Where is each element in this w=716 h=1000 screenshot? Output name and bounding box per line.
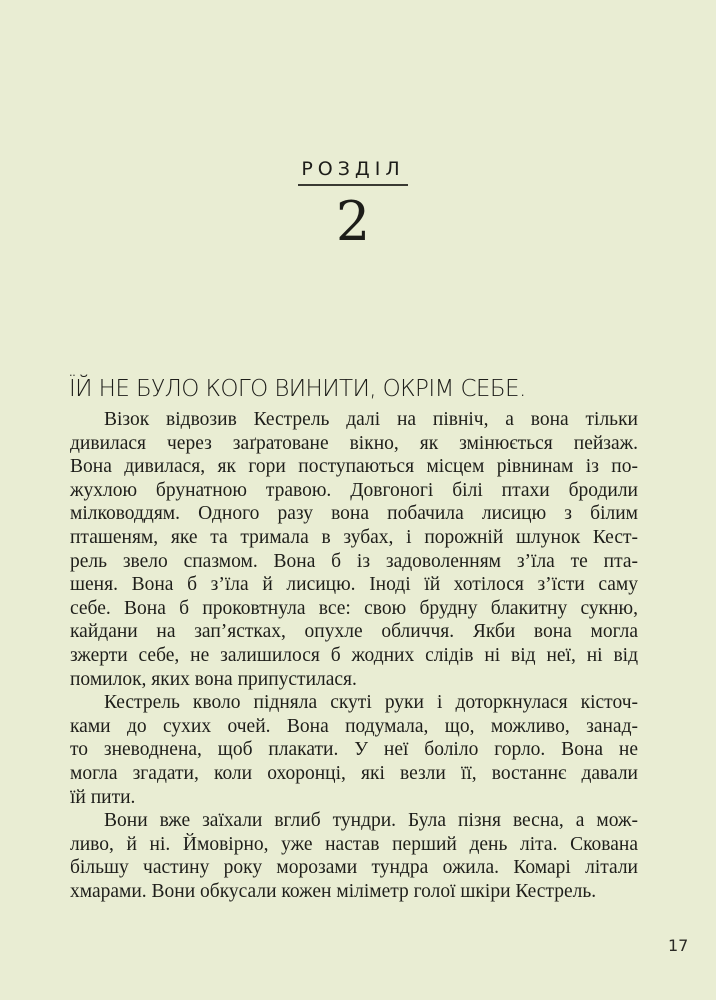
text-line: жухлою брунатною травою. Довгоногі білі птахи бродили xyxy=(70,479,638,501)
text-line: хмарами. Вони обкусали кожен міліметр голої шкіри Кестрель. xyxy=(70,880,597,902)
chapter-label: РОЗДІЛ xyxy=(301,158,405,180)
text-line: дивилася через заґратоване вікно, як змінюється пейзаж. xyxy=(70,432,638,454)
text-line: Візок відвозив Кестрель далі на північ, а вона тільки xyxy=(104,409,638,430)
paragraph xyxy=(70,408,638,691)
chapter-number: 2 xyxy=(335,190,371,253)
text-line: помилок, яких вона припустилася. xyxy=(70,668,357,690)
text-line: Вони вже заїхали вглиб тундри. Була пізня весна, а мож- xyxy=(104,810,638,832)
text-line: могла згадати, коли охоронці, які везли її, востаннє давали xyxy=(70,762,638,784)
chapter-divider xyxy=(298,184,408,186)
text-line: шеня. Вона б з’їла й лисицю. Іноді їй хотілося з’їсти саму xyxy=(70,574,638,596)
text-line: мілководдям. Одного разу вона побачила лисицю з білим xyxy=(70,503,638,525)
text-line: рель звело спазмом. Вона б із задоволенням з’їла те пта- xyxy=(70,550,638,572)
page-number: 17 xyxy=(668,936,689,955)
text-line: ливо, й ні. Ймовірно, уже настав перший день літа. Скована xyxy=(70,833,638,855)
paragraph xyxy=(70,691,638,809)
text-line: зжерти себе, не залишилося б жодних слідів ні від неї, ні від xyxy=(70,644,638,666)
text-line: то зневоднена, щоб плакати. У неї боліло горло. Вона не xyxy=(70,739,638,761)
text-line: пташеням, яке та тримала в зубах, і порожній шлунок Кест- xyxy=(70,526,638,548)
text-line: їй пити. xyxy=(70,786,136,808)
body-text xyxy=(70,408,638,903)
paragraph xyxy=(70,809,638,903)
text-line: Кестрель кволо підняла скуті руки і доторкнулася кісточ- xyxy=(104,692,638,714)
text-line: більшу частину року морозами тундра ожила. Комарі літали xyxy=(70,857,638,879)
text-line: себе. Вона б проковтнула все: свою брудну блакитну сукню, xyxy=(70,597,638,619)
text-line: Вона дивилася, як гори поступаються місцем рівнинам із по- xyxy=(70,456,638,478)
text-line: кайдани на зап’ястках, опухле обличчя. Якби вона могла xyxy=(70,621,638,643)
text-line: ками до сухих очей. Вона подумала, що, можливо, занад- xyxy=(70,715,638,737)
chapter-opening-heading: ЇЙ НЕ БУЛО КОГО ВИНИТИ, ОКРІМ СЕБЕ. xyxy=(69,376,526,402)
